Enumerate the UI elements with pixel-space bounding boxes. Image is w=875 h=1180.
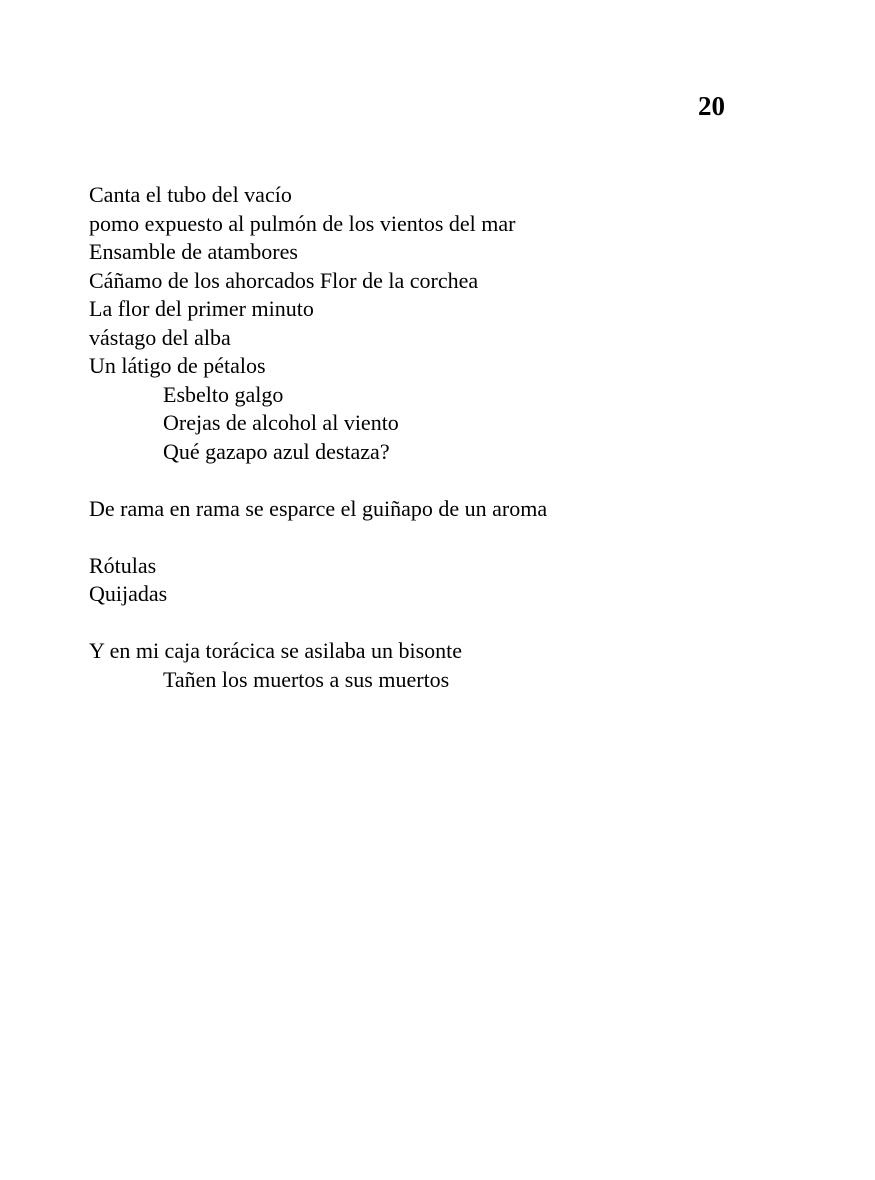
poem-line: Ensamble de atambores bbox=[89, 239, 298, 264]
poem-body bbox=[89, 181, 829, 694]
poem-line: Cáñamo de los ahorcados Flor de la corchea bbox=[89, 267, 479, 293]
poem-line: pomo expuesto al pulmón de los vientos del mar bbox=[89, 210, 516, 236]
poem-line: Un látigo de pétalos bbox=[89, 353, 266, 378]
poem-line: vástago del alba bbox=[89, 324, 231, 350]
poem-line-indented: Orejas de alcohol al viento bbox=[163, 410, 399, 435]
poem-line: Quijadas bbox=[89, 581, 168, 606]
poem-line-indented: Esbelto galgo bbox=[163, 381, 284, 407]
poem-line: Rótulas bbox=[89, 552, 157, 578]
poem-line-indented: Qué gazapo azul destaza? bbox=[163, 438, 390, 464]
page-number: 20 bbox=[698, 91, 725, 121]
stanza-break bbox=[89, 609, 829, 638]
poem-line: De rama en rama se esparce el guiñapo de un aroma bbox=[89, 495, 548, 521]
poem-line-indented: Tañen los muertos a sus muertos bbox=[163, 666, 450, 692]
stanza-break bbox=[89, 466, 829, 495]
poem-line: La flor del primer minuto bbox=[89, 296, 314, 321]
poem-line: Canta el tubo del vacío bbox=[89, 182, 292, 207]
stanza-break bbox=[89, 523, 829, 552]
poem-line: Y en mi caja torácica se asilaba un bisonte bbox=[89, 638, 463, 663]
